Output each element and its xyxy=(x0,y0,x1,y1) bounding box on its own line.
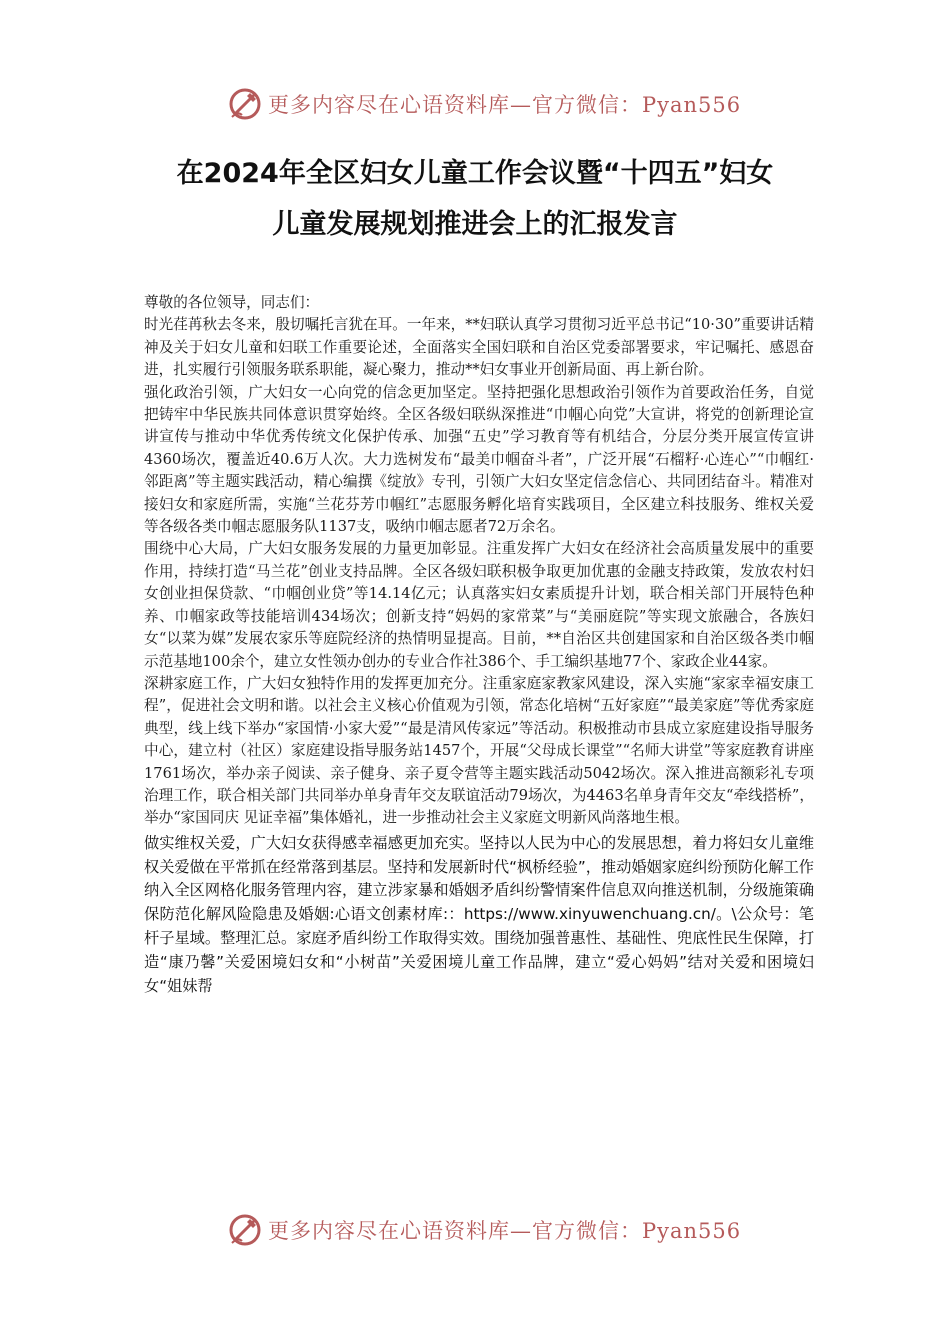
header-banner xyxy=(228,84,748,124)
banner-text: 更多内容尽在心语资料库—官方微信：Pyan556 xyxy=(268,93,742,117)
document-title xyxy=(100,148,850,250)
paragraph: 围绕中心大局，广大妇女服务发展的力量更加彰显。注重发挥广大妇女在经济社会高质量发展中的重要作用，持续打造“马兰花”创业支持品牌。全区各级妇联积极争取更加优惠的金融支持政策，发放农村妇女创业担保贷款、“巾帼创业贷”等14.14亿元；认真落实妇女素质提升计划，联合相关部门开展特色种养、巾帼家政等技能培训434场次；创新支持“妈妈的家常菜”与“美丽庭院”等实现文旅融合，各族妇女“以菜为媒”发展农家乐等庭院经济的热情明显提高。目前，**自治区共创建国家和自治区级各类巾帼示范基地100余个，建立女性领办创办的专业合作社386个、手工编织基地77个、家政企业44家。 xyxy=(144,540,814,670)
paragraph: 深耕家庭工作，广大妇女独特作用的发挥更加充分。注重家庭家教家风建设，深入实施“家家幸福安康工程”，促进社会文明和谐。以社会主义核心价值观为引领，常态化培树“五好家庭”“最美家庭”等优秀家庭典型，线上线下举办“家国情·小家大爱”“最是清风传家远”等活动。积极推动市县成立家庭建设指导服务中心，建立村（社区）家庭建设指导服务站1457个，开展“父母成长课堂”“名师大讲堂”等家庭教育讲座1761场次，举办亲子阅读、亲子健身、亲子夏令营等主题实践活动5042场次。深入推进高额彩礼专项治理工作，联合相关部门共同举办单身青年交友联谊活动79场次，为4463名单身青年交友“牵线搭桥”，举办“家国同庆 见证幸福”集体婚礼，进一步推动社会主义家庭文明新风尚落地生根。 xyxy=(144,674,814,827)
paragraph: 时光荏苒秋去冬来，殷切嘱托言犹在耳。一年来，**妇联认真学习贯彻习近平总书记“10·30”重要讲话精神及关于妇女儿童和妇联工作重要论述，全面落实全国妇联和自治区党委部署要求，牢记嘱托、感恩奋进，扎实履行引领服务联系职能，凝心聚力，推动**妇女事业开创新局面、再上新台阶。 xyxy=(144,316,814,379)
footer-banner xyxy=(228,1210,748,1250)
document-body xyxy=(144,292,814,998)
greeting: 尊敬的各位领导，同志们： xyxy=(144,294,320,311)
paragraph: 做实维权关爱，广大妇女获得感幸福感更加充实。坚持以人民为中心的发展思想，着力将妇女儿童维权关爱做在平常抓在经常落到基层。坚持和发展新时代“枫桥经验”，推动婚姻家庭纠纷预防化解工作纳入全区网格化服务管理内容，建立涉家暴和婚姻矛盾纠纷警情案件信息双向推送机制，分级施策确保防范化解风险隐患及婚姻:心语文创素材库:：https://www.xinyuwenchuang.cn/。\公众号：笔杆子星域。整理汇总。家庭矛盾纠纷工作取得实效。围绕加强普惠性、基础性、兜底性民生保障，打造“康乃馨”关爱困境妇女和“小树苗”关爱困境儿童工作品牌，建立“爱心妈妈”结对关爱和困境妇女“姐妹帮 xyxy=(144,833,814,995)
paragraph: 强化政治引领，广大妇女一心向党的信念更加坚定。坚持把强化思想政治引领作为首要政治任务，自觉把铸牢中华民族共同体意识贯穿始终。全区各级妇联纵深推进“巾帼心向党”大宣讲，将党的创新理论宣讲宣传与推动中华优秀传统文化保护传承、加强“五史”学习教育等有机结合，分层分类开展宣传宣讲4360场次，覆盖近40.6万人次。大力选树发布“最美巾帼奋斗者”，广泛开展“石榴籽·心连心”“巾帼红·邻距离”等主题实践活动，精心编撰《绽放》专刊，引领广大妇女坚定信念信心、共同团结奋斗。精准对接妇女和家庭所需，实施“兰花芬芳巾帼红”志愿服务孵化培育实践项目，全区建立科技服务、维权关爱等各级各类巾帼志愿服务队1137支，吸纳巾帼志愿者72万余名。 xyxy=(144,383,814,536)
pen-swirl-logo-icon xyxy=(228,87,262,121)
banner-text: 更多内容尽在心语资料库—官方微信：Pyan556 xyxy=(268,1219,742,1243)
title-line-2: 儿童发展规划推进会上的汇报发言 xyxy=(272,209,678,240)
pen-swirl-logo-icon xyxy=(228,1213,262,1247)
title-line-1: 在2024年全区妇女儿童工作会议暨“十四五”妇女 xyxy=(176,158,774,189)
